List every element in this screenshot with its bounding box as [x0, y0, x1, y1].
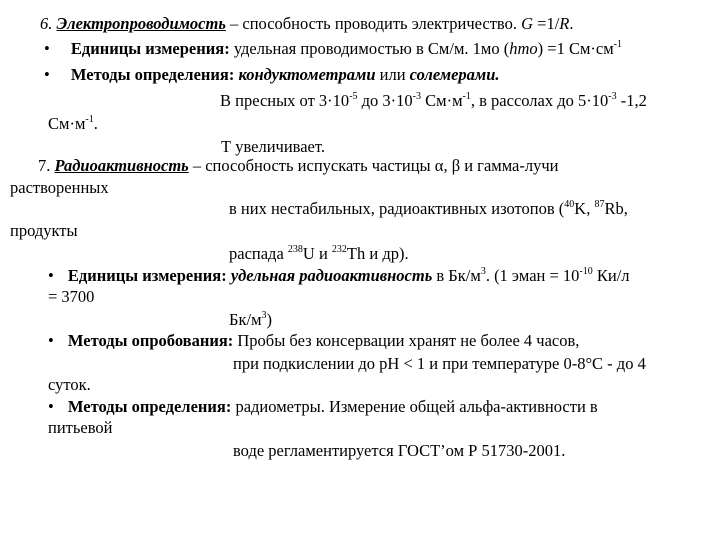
section7-line2: растворенных: [10, 178, 109, 197]
section6-number: 6.: [40, 14, 53, 33]
instrument-salinometer: солемерами.: [409, 65, 500, 84]
temperature-note: Т увеличивает.: [221, 137, 325, 156]
section6-methods-line: • Методы определения: кондуктометрами или солемерами.: [44, 65, 500, 84]
hmo-text: hmo: [509, 39, 538, 58]
section6-heading: 6. Электропроводимость – способность проводить электричество. G =1/R.: [40, 14, 574, 33]
section7-line4: продукты: [10, 221, 78, 240]
bullet-icon: •: [44, 65, 50, 84]
bullet-icon: •: [48, 397, 54, 416]
specific-radioactivity-term: удельная радиоактивность: [230, 266, 433, 285]
section6-units-line: • Единицы измерения: удельная проводимостью в См/м. 1мо (hmo) =1 $См\cdot см^{-1}$: [44, 39, 622, 58]
alpha-symbol: α: [434, 156, 444, 175]
section7-units-line: • Единицы измерения: удельная радиоактивность в $Бк/м^3$. (1 эман = $10^{-10}$ Ки/л: [48, 266, 630, 285]
bullet-icon: •: [44, 39, 50, 58]
section7-units-line3: $Бк/м^3$): [229, 310, 273, 329]
section6-term: Электропроводимость: [56, 14, 226, 33]
units-label: Единицы измерения:: [70, 39, 230, 58]
methods-label: Методы определения:: [67, 397, 232, 416]
section6-definition: – способность проводить электричество.: [225, 14, 522, 33]
formula-r: R: [559, 14, 570, 33]
section7-methods-line: • Методы определения: радиометры. Измерение общей альфа-активности в: [48, 397, 598, 416]
units-label: Единицы измерения:: [67, 266, 227, 285]
formula-g: G: [521, 14, 534, 33]
section7-methods-line3: воде регламентируется ГОСТ’ом Р 51730-2001.: [233, 441, 566, 460]
instrument-conductometer: кондуктометрами: [238, 65, 376, 84]
methods-label: Методы определения:: [70, 65, 235, 84]
bullet-icon: •: [48, 331, 54, 350]
sampling-label: Методы опробования:: [67, 331, 234, 350]
conductivity-unit-line: $См\cdot м^{-1}$.: [48, 114, 98, 133]
section7-sampling-line2: при подкислении до рН < 1 и при температуре 0-8°С - до 4: [233, 354, 646, 373]
section7-line3: в них нестабильных, радиоактивных изотопов ($^{40}$K, $^{87}$Rb,: [229, 199, 628, 218]
beta-symbol: β: [451, 156, 461, 175]
section7-number: 7.: [38, 156, 55, 175]
section7-term: Радиоактивность: [54, 156, 189, 175]
section7-methods-line2: питьевой: [48, 418, 113, 437]
bullet-icon: •: [48, 266, 54, 285]
section7-heading: 7. Радиоактивность – способность испускать частицы α, β и гамма-лучи: [38, 156, 559, 175]
conductivity-range-line: В пресных от $3\cdot 10^{-5}$ до $3\cdot 10^{-3}$ $См\cdot м^{-1}$, в рассолах до $5\cdot 10^{-3}$ -1,2: [220, 91, 647, 110]
section7-line5: распада $^{238}$U и $^{232}$Th и др).: [229, 244, 409, 263]
section7-sampling-line3: суток.: [48, 375, 91, 394]
section7-sampling-line: • Методы опробования: Пробы без консервации хранят не более 4 часов,: [48, 331, 580, 350]
section7-units-line2: = 3700: [48, 287, 95, 306]
